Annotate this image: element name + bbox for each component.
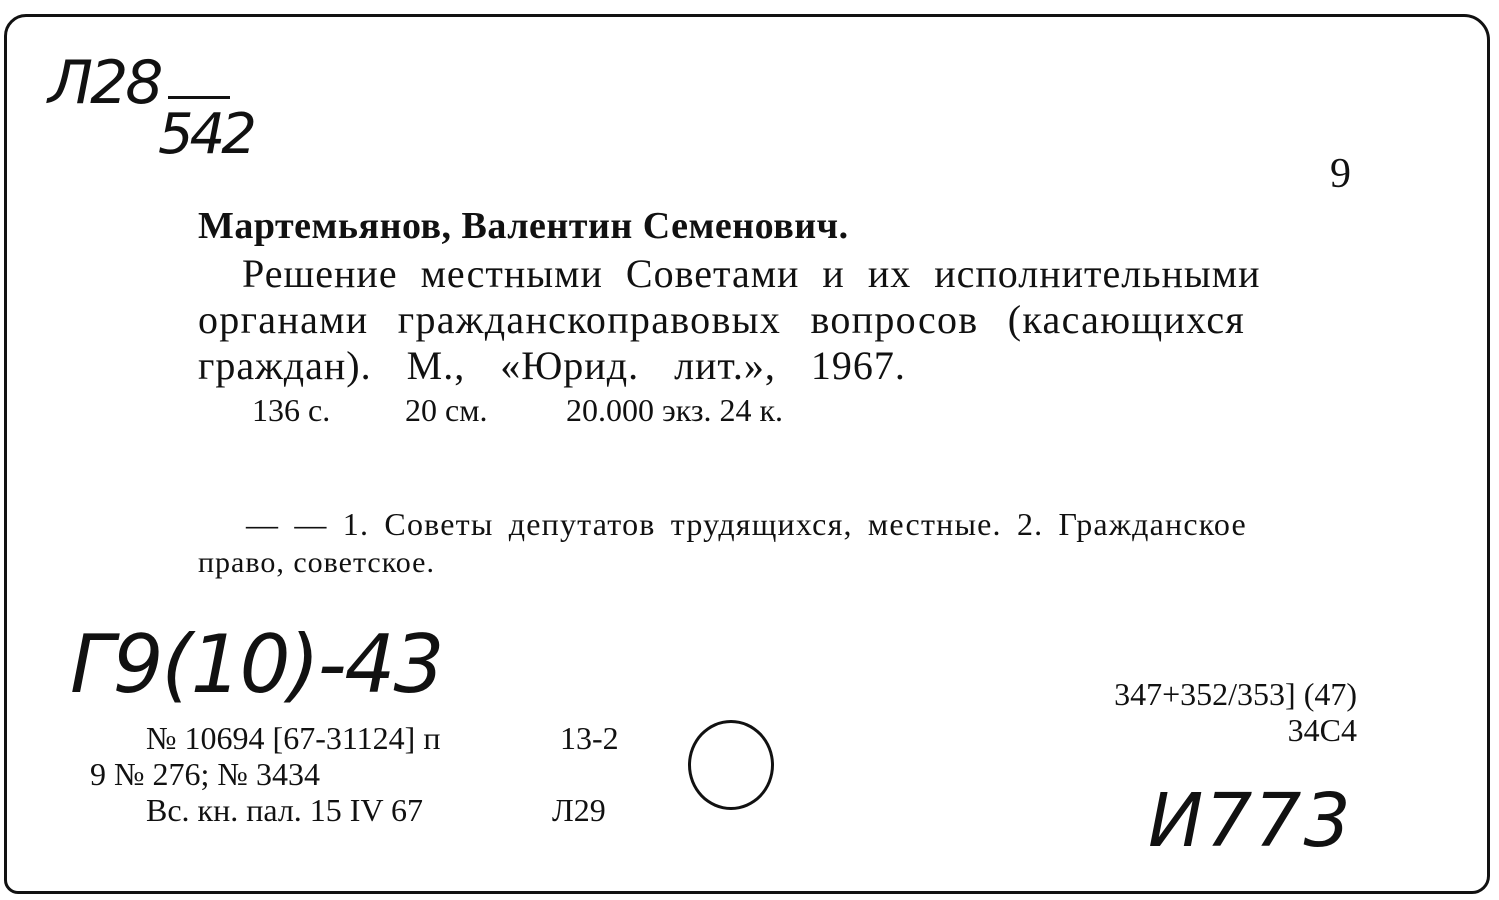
subjects-line-1: — — 1. Советы депутатов трудящихся, местные. 2. Гражданское [246,506,1247,542]
copies-and-price: 20.000 экз. 24 к. [566,392,784,428]
handwritten-inventory-number: И773 [1148,778,1353,864]
registration-right-1: 13-2 [560,720,619,756]
title-line-1: Решение местными Советами и их исполнительными [242,251,1261,296]
registration-right-3: Л29 [552,792,606,828]
handwritten-shelfmark-top: Л28 [48,48,161,118]
punch-hole [688,720,774,810]
shelfmark-dash [168,96,230,99]
registration-line-1: № 10694 [67-31124] п [146,720,441,756]
registration-line-3: Вс. кн. пал. 15 IV 67 [146,792,423,828]
title-line-2: органами гражданскоправовых вопросов (касающихся [198,297,1246,342]
book-size: 20 см. [405,392,488,428]
card-number: 9 [1330,151,1351,197]
handwritten-classification: Г9(10)-43 [70,618,443,711]
pages-count: 136 с. [252,392,331,428]
title-line-3: граждан). М., «Юрид. лит.», 1967. [198,343,906,388]
subjects-line-2: право, советское. [198,546,435,579]
udc-index: 347+352/353] (47) [1114,676,1357,712]
bbk-index: 34С4 [1287,712,1357,748]
author-heading: Мартемьянов, Валентин Семенович. [198,205,849,247]
handwritten-shelfmark-bottom: 542 [158,102,253,167]
registration-line-2: 9 № 276; № 3434 [90,756,320,792]
